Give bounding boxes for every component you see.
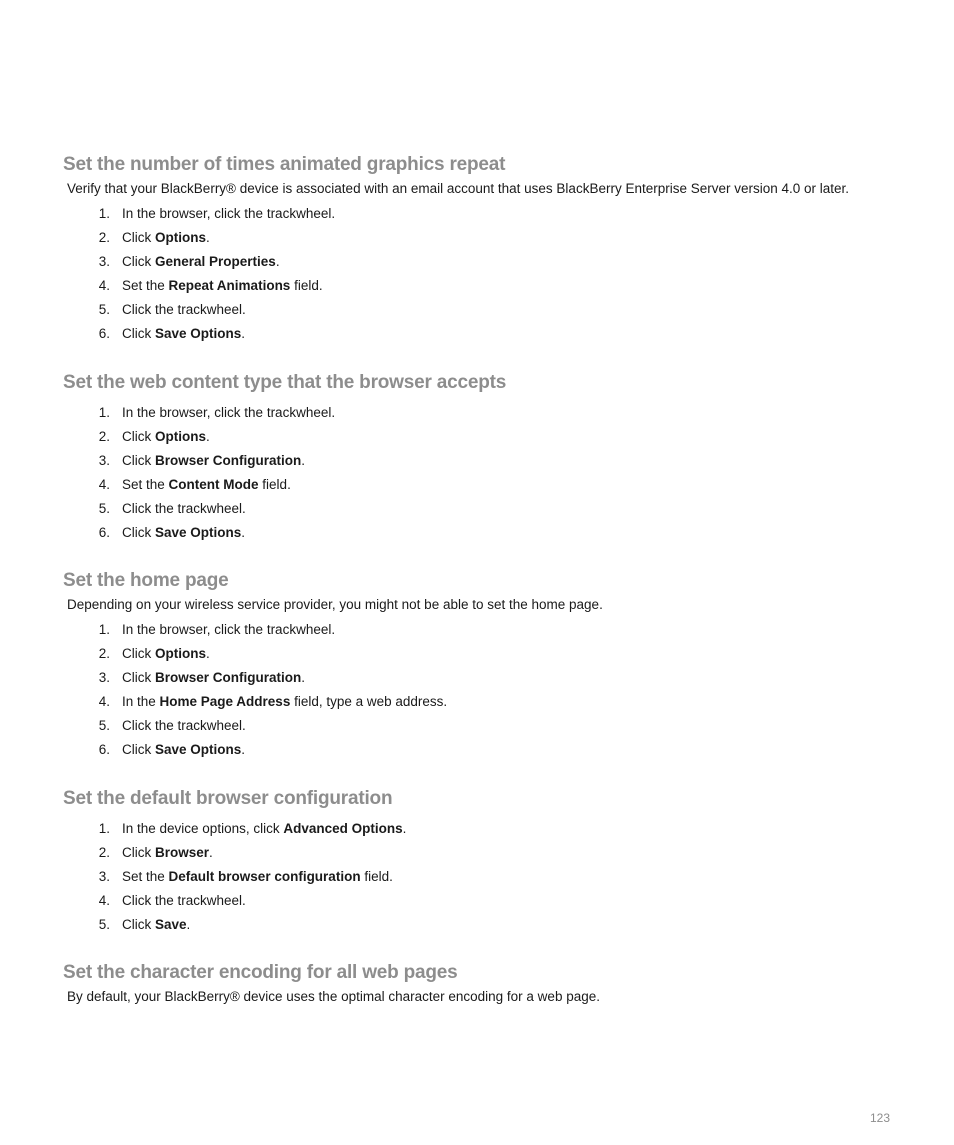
step-number: 6. [98, 326, 110, 341]
list-item [63, 738, 923, 762]
step-text: Click Browser Configuration. [122, 670, 306, 685]
steps-list [63, 202, 923, 346]
step-text: Click the trackwheel. [122, 718, 246, 733]
step-number: 2. [98, 845, 110, 860]
step-text: Click Options. [122, 429, 210, 444]
list-item [63, 690, 923, 714]
section-animated-graphics [63, 153, 923, 346]
step-number: 5. [98, 302, 110, 317]
step-number: 3. [98, 670, 110, 685]
step-number: 6. [98, 742, 110, 757]
step-number: 1. [98, 405, 110, 420]
step-number: 6. [98, 525, 110, 540]
step-number: 1. [98, 622, 110, 637]
list-item [63, 913, 923, 937]
step-number: 4. [98, 694, 110, 709]
list-item [63, 521, 923, 545]
section-home-page [63, 569, 923, 762]
step-text: Click Browser. [122, 845, 213, 860]
list-item [63, 226, 923, 250]
section-intro: Depending on your wireless service provider, you might not be able to set the home page. [67, 597, 603, 612]
step-text: In the Home Page Address field, type a web address. [122, 694, 448, 709]
section-intro: By default, your BlackBerry® device uses the optimal character encoding for a web page. [67, 989, 600, 1004]
list-item [63, 274, 923, 298]
page-number: 123 [869, 1111, 890, 1125]
step-text: In the device options, click Advanced Options. [122, 821, 407, 836]
list-item [63, 250, 923, 274]
step-text: Click General Properties. [122, 254, 280, 269]
section-heading: Set the web content type that the browser accepts [63, 372, 507, 393]
step-text: In the browser, click the trackwheel. [122, 622, 336, 637]
step-text: In the browser, click the trackwheel. [122, 206, 336, 221]
list-item [63, 449, 923, 473]
step-text: Click the trackwheel. [122, 302, 246, 317]
step-number: 4. [98, 477, 110, 492]
step-text: Set the Default browser configuration field. [122, 869, 393, 884]
step-number: 5. [98, 917, 110, 932]
section-default-browser-configuration [63, 787, 923, 937]
list-item [63, 473, 923, 497]
step-number: 2. [98, 230, 110, 245]
list-item [63, 497, 923, 521]
step-number: 3. [98, 869, 110, 884]
section-intro: Verify that your BlackBerry® device is associated with an email account that uses BlackBerry Enterprise Server version 4.0 or later. [67, 181, 850, 196]
step-text: Click Browser Configuration. [122, 453, 306, 468]
list-item [63, 865, 923, 889]
step-text: Click Options. [122, 230, 210, 245]
step-text: In the browser, click the trackwheel. [122, 405, 336, 420]
step-number: 2. [98, 429, 110, 444]
step-number: 3. [98, 453, 110, 468]
list-item [63, 298, 923, 322]
section-character-encoding [63, 961, 923, 1006]
list-item [63, 425, 923, 449]
steps-list [63, 401, 923, 545]
steps-list [63, 618, 923, 762]
section-heading: Set the default browser configuration [63, 788, 393, 809]
step-text: Click Options. [122, 646, 210, 661]
step-text: Set the Content Mode field. [122, 477, 291, 492]
step-number: 2. [98, 646, 110, 661]
step-text: Click the trackwheel. [122, 501, 246, 516]
step-number: 1. [98, 206, 110, 221]
list-item [63, 322, 923, 346]
section-web-content-type [63, 371, 923, 545]
step-number: 1. [98, 821, 110, 836]
step-number: 3. [98, 254, 110, 269]
step-text: Click Save Options. [122, 326, 246, 341]
step-number: 4. [98, 893, 110, 908]
step-text: Click Save. [122, 917, 191, 932]
section-heading: Set the character encoding for all web pages [63, 962, 458, 983]
list-item [63, 618, 923, 642]
list-item [63, 401, 923, 425]
step-number: 5. [98, 718, 110, 733]
section-heading: Set the number of times animated graphics repeat [63, 154, 506, 175]
list-item [63, 817, 923, 841]
list-item [63, 202, 923, 226]
step-text: Click the trackwheel. [122, 893, 246, 908]
list-item [63, 666, 923, 690]
step-text: Set the Repeat Animations field. [122, 278, 323, 293]
step-number: 5. [98, 501, 110, 516]
section-heading: Set the home page [63, 570, 229, 591]
step-number: 4. [98, 278, 110, 293]
list-item [63, 841, 923, 865]
step-text: Click Save Options. [122, 525, 246, 540]
list-item [63, 642, 923, 666]
list-item [63, 714, 923, 738]
step-text: Click Save Options. [122, 742, 246, 757]
steps-list [63, 817, 923, 937]
list-item [63, 889, 923, 913]
